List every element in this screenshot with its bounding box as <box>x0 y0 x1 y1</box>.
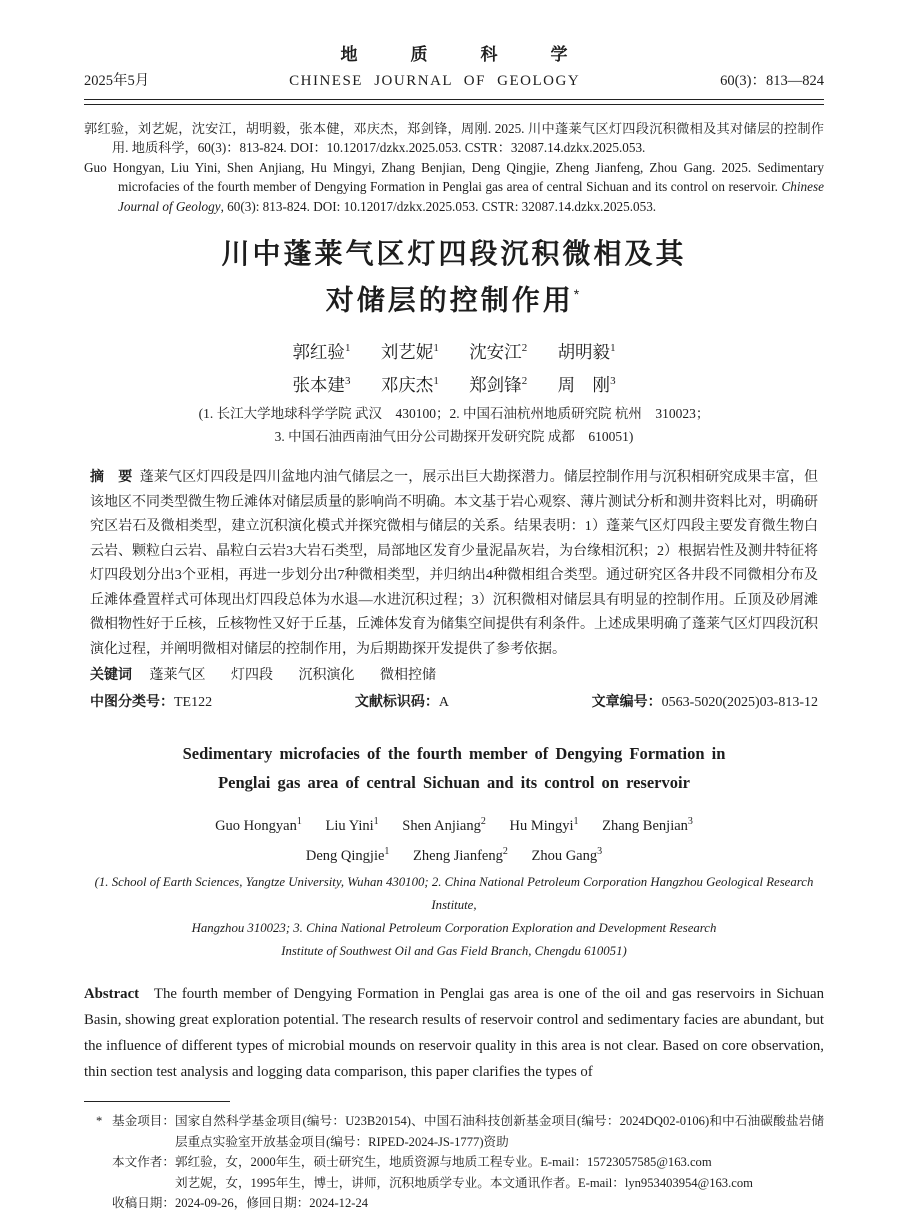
title-asterisk: * <box>573 286 583 303</box>
author-affil-sup: 3 <box>344 375 351 388</box>
fund-label: 基金项目： <box>112 1114 175 1129</box>
author-affil-sup: 2 <box>521 375 528 388</box>
affiliation-en-line3: Institute of Southwest Oil and Gas Field Branch, Chengdu 610051) <box>281 944 627 959</box>
keyword: 微相控储 <box>380 668 436 684</box>
citation-en-pre: Guo Hongyan, Liu Yini, Shen Anjiang, Hu Mingyi, Zhang Benjian, Deng Qingjie, Zheng Jianfeng, Zhou Gang. 2025. Sedimentary microfacies of the fourth member of Dengying Formation in Penglai gas area of central Sichuan and its control on reservoir. <box>84 159 824 195</box>
footnote-divider <box>84 1101 230 1102</box>
author-name: Guo Hongyan <box>215 818 297 835</box>
citation-cn: 郭红验，刘艺妮，沈安江，胡明毅，张本健，邓庆杰，郑剑锋，周刚. 2025. 川中蓬莱气区灯四段沉积微相及其对储层的控制作用. 地质科学，60(3)：813-824. DOI：10.12017/dzkx.2025.053. CSTR：32087.14.dzkx.2025.053. <box>84 120 824 156</box>
keyword: 灯四段 <box>231 668 273 684</box>
citation-en <box>84 158 824 217</box>
clc-number <box>90 689 212 716</box>
author-affil-sup: 2 <box>480 816 486 828</box>
author-en <box>215 818 302 834</box>
author-bio-1: 郭红验，女，2000年生，硕士研究生，地质资源与地质工程专业。E-mail：15723057585@163.com <box>174 1155 712 1170</box>
citation-block <box>84 119 824 217</box>
volume-pages: 60(3)：813—824 <box>720 73 824 89</box>
author-en <box>531 848 602 864</box>
author-cn <box>292 375 350 395</box>
author-cn <box>381 375 439 395</box>
abstract-cn <box>84 464 824 662</box>
author-name: Shen Anjiang <box>402 818 481 835</box>
affiliation-en-line1: (1. School of Earth Sciences, Yangtze University, Wuhan 430100; 2. China National Petroleum Corporation Hangzhou Geological Research Institute, <box>94 875 814 913</box>
title-en-line2: Penglai gas area of central Sichuan and its control on reservoir <box>218 773 690 793</box>
author-name: Hu Mingyi <box>509 818 574 835</box>
author-name: 邓庆杰 <box>380 375 434 396</box>
author-affil-sup: 2 <box>502 846 508 858</box>
abstract-en-text: The fourth member of Dengying Formation in Penglai gas area is one of the oil and gas reservoirs in Sichuan Basin, showing great exploration potential. The research results of reservoir control and sedimentary facies are abundant, but the influence of different types of microbial mounds on reservoir quality in this area is not clear. Based on core observation, thin section test analysis and logging data comparison, this paper clarifies the types of <box>84 986 824 1081</box>
author-name: Liu Yini <box>325 818 374 835</box>
authors-cn-line1 <box>84 333 824 367</box>
author-cn <box>469 375 527 395</box>
keywords-row <box>84 662 824 689</box>
authors-cn-line2 <box>84 367 824 401</box>
title-line-2 <box>84 274 824 320</box>
author-cn <box>469 342 527 362</box>
author-en <box>509 818 578 834</box>
author-cn <box>292 342 350 362</box>
author-bio-2: 刘艺妮，女，1995年生，博士，讲师，沉积地质学专业。本文通讯作者。E-mail：lyn953403954@163.com <box>174 1175 753 1190</box>
affiliation-cn-line1: (1. 长江大学地球科学学院 武汉 430100；2. 中国石油杭州地质研究院 杭州 310023； <box>198 406 710 422</box>
author-en <box>325 818 378 834</box>
author-affil-sup: 2 <box>521 341 528 354</box>
clc-label: 中图分类号： <box>90 692 174 709</box>
footnote-asterisk: * <box>96 1114 103 1129</box>
author-name: Zheng Jianfeng <box>413 848 503 865</box>
author-affil-sup: 1 <box>433 375 439 388</box>
affiliations-cn <box>84 402 824 448</box>
author-name: Deng Qingjie <box>305 848 385 865</box>
keywords-label: 关键词 <box>90 666 132 683</box>
abstract-en-label: Abstract <box>84 986 140 1003</box>
author-name: Zhang Benjian <box>602 818 688 835</box>
clc-value: TE122 <box>174 694 213 710</box>
author-name: 郭红验 <box>292 341 345 362</box>
received-date-label: 收稿日期： <box>112 1196 175 1211</box>
authors-note-label: 本文作者： <box>112 1155 175 1170</box>
author-name: 胡明毅 <box>557 341 611 362</box>
paper-title-cn <box>84 234 824 320</box>
author-name: Zhou Gang <box>531 848 598 865</box>
author-affil-sup: 3 <box>687 816 693 828</box>
title-line-2-text: 对储层的控制作用 <box>325 284 574 316</box>
author-en <box>402 818 486 834</box>
author-name: 张本建 <box>292 375 345 396</box>
author-affil-sup: 1 <box>573 816 579 828</box>
author-affil-sup: 1 <box>373 816 379 828</box>
title-en-line1: Sedimentary microfacies of the fourth member of Dengying Formation in <box>182 744 726 764</box>
author-name: 沈安江 <box>469 341 522 362</box>
authors-note-text <box>175 1152 824 1193</box>
affiliations-en <box>84 871 824 963</box>
abstract-cn-label: 摘 要 <box>90 468 133 485</box>
citation-en-post: , 60(3): 813-824. DOI: 10.12017/dzkx.2025.053. CSTR: 32087.14.dzkx.2025.053. <box>220 198 657 214</box>
meta-row <box>84 689 824 716</box>
author-affil-sup: 3 <box>610 375 616 388</box>
abstract-cn-text: 蓬莱气区灯四段是四川盆地内油气储层之一，展示出巨大勘探潜力。储层控制作用与沉积相研究成果丰富，但该地区不同类型微生物丘滩体对储层质量的影响尚不明确。本文基于岩心观察、薄片测试分析和测井资料比对，明确研究区岩石及微相类型，建立沉积演化模式并探究微相与储层的关系。结果表明：1）蓬莱气区灯四段主要发育微生物白云岩、颗粒白云岩、晶粒白云岩3大岩石类型，局部地区发育少量泥晶灰岩，为台缘相沉积；2）根据岩性及测井特征将灯四段划分出3个亚相，再进一步划分出7种微相类型，并归纳出4种微相组合类型。通过研究区各井段不同微相分布及丘滩体叠置样式可体现出灯四段总体为水退—水进沉积过程；3）沉积微相对储层具有明显的控制作用。丘顶及砂屑滩微相物性好于丘核，丘核物性又好于丘基，丘滩体发育为储集空间提供有利条件。上述成果明确了蓬莱气区灯四段沉积演化过程，并阐明微相对储层的控制作用，为后期勘探开发提供了参考依据。 <box>90 470 819 657</box>
author-en <box>413 848 508 864</box>
received-date-text: 2024-09-26，修回日期：2024-12-24 <box>174 1196 369 1211</box>
footnote-block <box>84 1111 824 1214</box>
fund-text: 国家自然科学基金项目(编号：U23B20154)、中国石油科技创新基金项目(编号：2024DQ02-0106)和中石油碳酸盐岩储层重点实验室开放基金项目(编号：RIPED-2024-JS-1777)资助 <box>174 1114 824 1149</box>
footnote-fund-row <box>96 1111 824 1152</box>
abstract-en <box>84 981 824 1085</box>
author-affil-sup: 3 <box>597 846 603 858</box>
author-affil-sup: 1 <box>384 846 390 858</box>
document-code-label: 文献标识码： <box>354 692 439 709</box>
header-divider <box>84 99 824 105</box>
keyword: 蓬莱气区 <box>149 668 206 684</box>
journal-name-cn: 地 质 科 学 <box>340 45 586 64</box>
author-cn <box>558 342 616 362</box>
affiliation-cn-line2: 3. 中国石油西南油气田分公司勘探开发研究院 成都 610051) <box>274 429 634 445</box>
author-cn <box>558 375 616 395</box>
author-cn <box>381 342 439 362</box>
affiliation-en-line2: Hangzhou 310023; 3. China National Petroleum Corporation Exploration and Development Research <box>191 921 717 936</box>
footnote-dates-row <box>96 1193 824 1214</box>
author-name: 刘艺妮 <box>380 341 434 362</box>
author-affil-sup: 1 <box>296 816 302 828</box>
author-affil-sup: 1 <box>610 341 616 354</box>
author-affil-sup: 1 <box>433 341 439 354</box>
keyword: 沉积演化 <box>298 668 355 684</box>
article-id-label: 文章编号： <box>591 692 662 709</box>
article-id <box>592 689 818 716</box>
citation-en-journal: Chinese Journal of Geology <box>118 179 824 214</box>
author-name: 郑剑锋 <box>469 375 522 396</box>
authors-en-line2 <box>84 839 824 869</box>
author-en <box>306 848 390 864</box>
article-id-value: 0563-5020(2025)03-813-12 <box>661 694 818 710</box>
authors-en-line1 <box>84 809 824 839</box>
author-name: 周 刚 <box>557 375 611 396</box>
paper-title-en <box>84 739 824 797</box>
footnote-authors-row <box>96 1152 824 1193</box>
title-line-1: 川中蓬莱气区灯四段沉积微相及其 <box>221 238 687 270</box>
issue-date: 2025年5月 <box>84 73 150 89</box>
author-affil-sup: 1 <box>344 341 351 354</box>
journal-name-en: CHINESE JOURNAL OF GEOLOGY <box>289 73 581 89</box>
journal-header-row <box>84 71 824 91</box>
author-en <box>602 818 693 834</box>
document-code-value: A <box>438 694 449 710</box>
document-code <box>355 689 449 716</box>
